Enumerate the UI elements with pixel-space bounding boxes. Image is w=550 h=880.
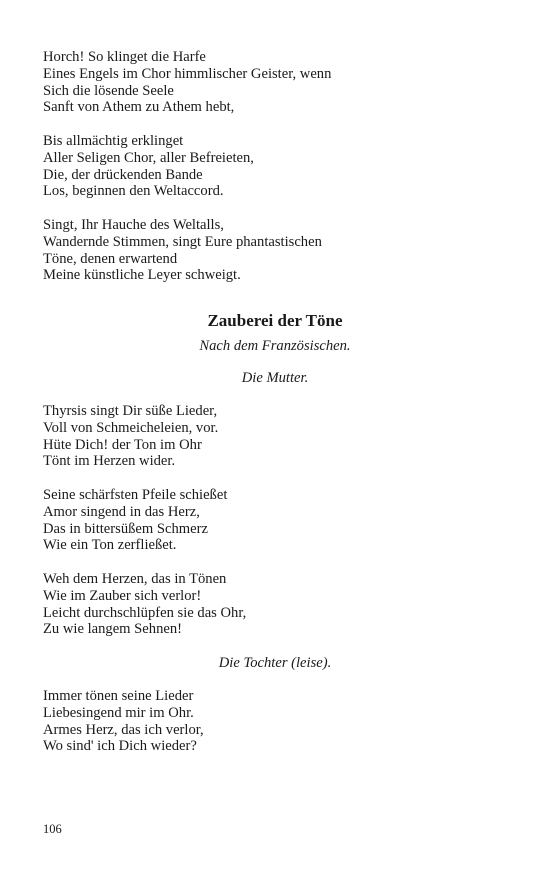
stanza bbox=[43, 217, 331, 284]
verse-line: Los, beginnen den Weltaccord. bbox=[43, 183, 224, 200]
verse-line: Singt, Ihr Hauche des Weltalls, bbox=[43, 216, 224, 233]
stanza bbox=[43, 133, 331, 200]
verse-line: Töne, denen erwartend bbox=[43, 250, 178, 267]
verse-line: Sich die lösende Seele bbox=[43, 82, 174, 99]
verse-line: Amor singend in das Herz, bbox=[43, 503, 200, 520]
stanza bbox=[43, 403, 246, 470]
verse-line: Eines Engels im Chor himmlischer Geister, wenn bbox=[43, 65, 332, 82]
verse-line: Wandernde Stimmen, singt Eure phantastischen bbox=[43, 233, 322, 250]
page-number: 106 bbox=[43, 822, 62, 836]
verse-line: Zu wie langem Sehnen! bbox=[43, 621, 183, 638]
stanza bbox=[43, 49, 331, 116]
verse-line: Meine künstliche Leyer schweigt. bbox=[43, 267, 241, 284]
verse-line: Die, der drückenden Bande bbox=[43, 166, 203, 183]
verse-line: Liebesingend mir im Ohr. bbox=[43, 704, 194, 721]
verse-line: Aller Seligen Chor, aller Befreieten, bbox=[43, 149, 254, 166]
verse-line: Horch! So klinget die Harfe bbox=[43, 49, 206, 65]
verse-line: Weh dem Herzen, das in Tönen bbox=[43, 570, 227, 587]
verse-line: Wie im Zauber sich verlor! bbox=[43, 587, 202, 604]
verse-line: Voll von Schmeicheleien, vor. bbox=[43, 419, 219, 436]
poem-part3 bbox=[43, 688, 204, 755]
verse-line: Wo sind' ich Dich wieder? bbox=[43, 738, 197, 755]
poem-part1 bbox=[43, 49, 331, 284]
verse-line: Thyrsis singt Dir süße Lieder, bbox=[43, 403, 218, 419]
verse-line: Wie ein Ton zerfließet. bbox=[43, 537, 177, 554]
speaker-label-daughter: Die Tochter (leise). bbox=[218, 655, 332, 671]
verse-line: Sanft von Athem zu Athem hebt, bbox=[43, 99, 235, 116]
stanza bbox=[43, 571, 246, 638]
verse-line: Seine schärfsten Pfeile schießet bbox=[43, 486, 228, 503]
poem-subtitle: Nach dem Französischen. bbox=[199, 338, 351, 354]
speaker-label-mother: Die Mutter. bbox=[241, 370, 309, 386]
stanza bbox=[43, 487, 246, 554]
verse-line: Leicht durchschlüpfen sie das Ohr, bbox=[43, 604, 247, 621]
verse-line: Bis allmächtig erklinget bbox=[43, 132, 184, 149]
verse-line: Immer tönen seine Lieder bbox=[43, 688, 194, 704]
poem-part2 bbox=[43, 403, 246, 638]
verse-line: Hüte Dich! der Ton im Ohr bbox=[43, 436, 202, 453]
verse-line: Tönt im Herzen wider. bbox=[43, 453, 176, 470]
stanza bbox=[43, 688, 204, 755]
poem-title: Zauberei der Töne bbox=[207, 311, 343, 330]
verse-line: Das in bittersüßem Schmerz bbox=[43, 520, 208, 537]
verse-line: Armes Herz, das ich verlor, bbox=[43, 721, 204, 738]
